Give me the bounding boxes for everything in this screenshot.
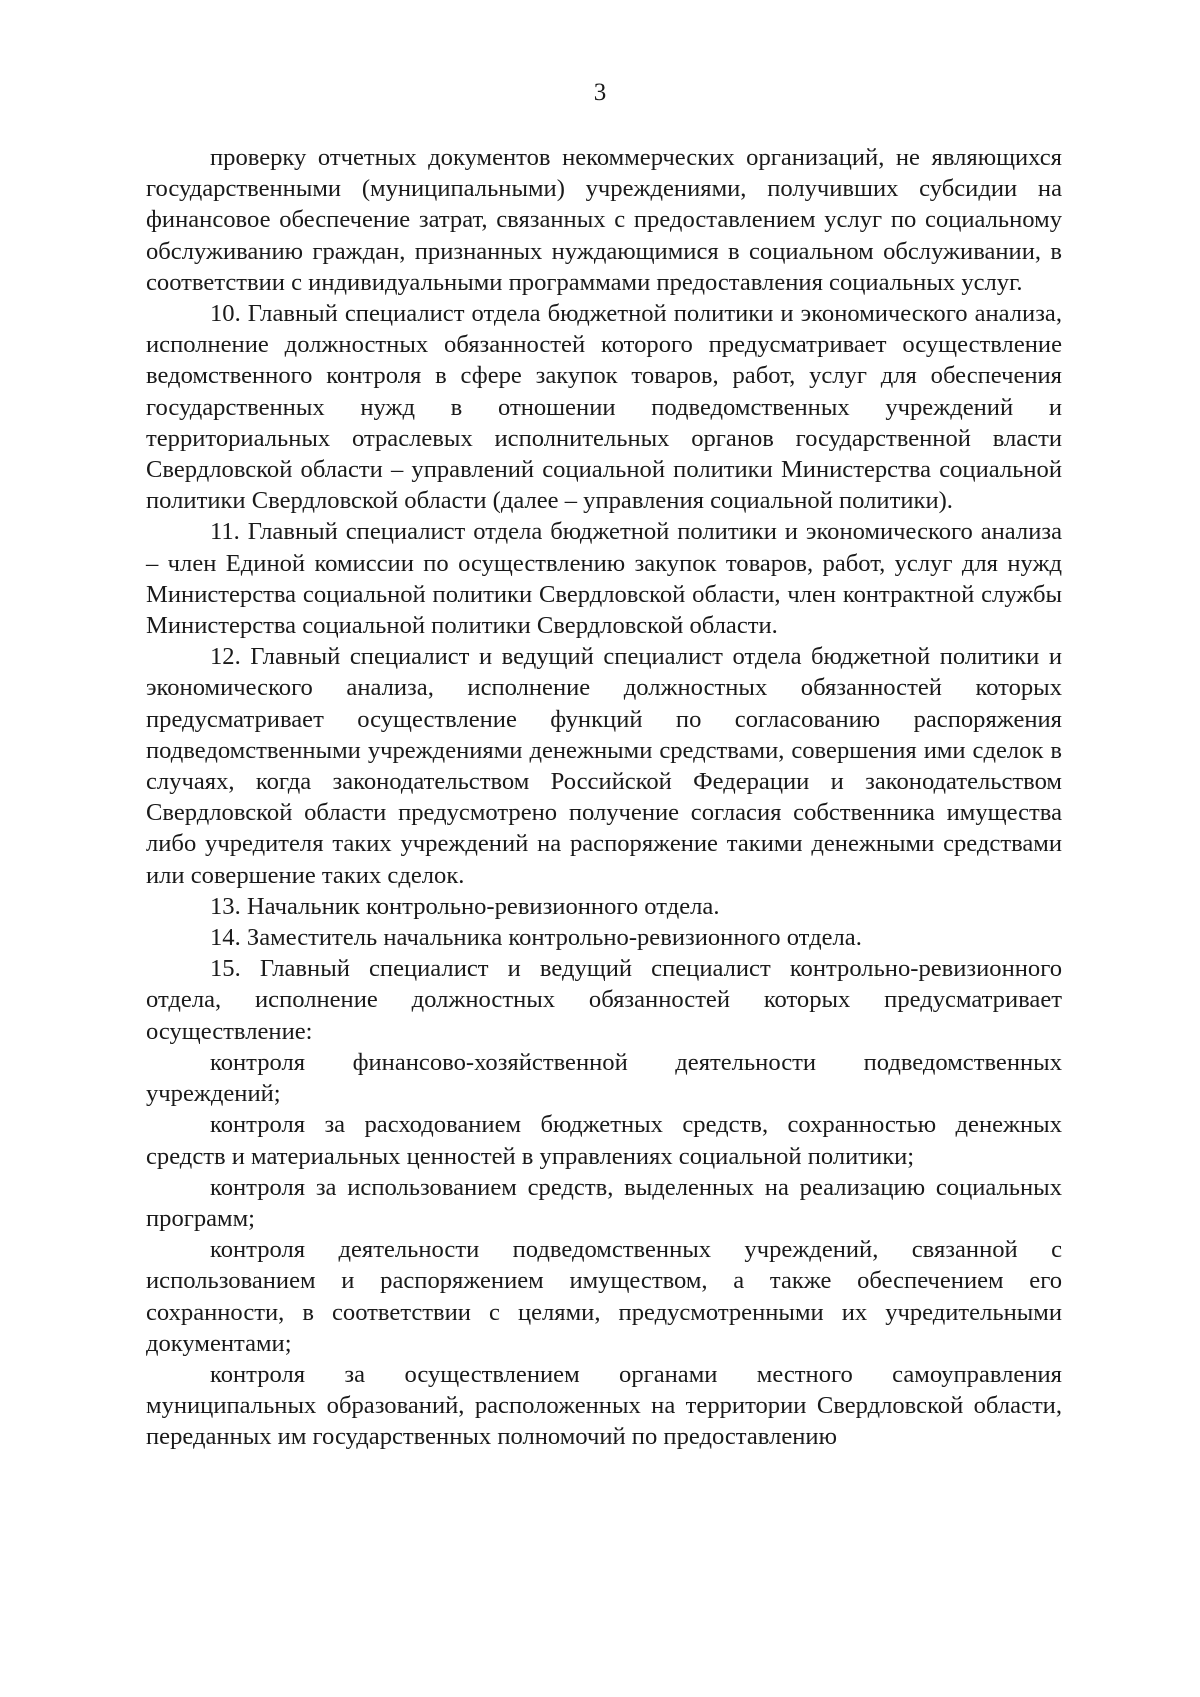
- paragraph-item-13: 13. Начальник контрольно-ревизионного отдела.: [210, 892, 720, 920]
- paragraph-item-15: 15. Главный специалист и ведущий специалист контрольно-ревизионного отдела, исполнение должностных обязанностей которых предусматривает осуществление:: [146, 955, 1062, 1045]
- paragraph-subitem-2: контроля за расходованием бюджетных средств, сохранностью денежных средств и материальных ценностей в управлениях социальной политики;: [146, 1111, 1062, 1170]
- paragraph-item-14: 14. Заместитель начальника контрольно-ревизионного отдела.: [210, 924, 862, 952]
- paragraph-item-10: 10. Главный специалист отдела бюджетной политики и экономического анализа, исполнение должностных обязанностей которого предусматривает осуществление ведомственного контроля в сфере закупок товаров, работ, услуг для обеспечения государственных нужд в отношении подведомственных учреждений и территориальных отраслевых исполнительных органов государственной власти Свердловской области – управлений социальной политики Министерства социальной политики Свердловской области (далее – управления социальной политики).: [146, 300, 1062, 515]
- paragraph-item-11: 11. Главный специалист отдела бюджетной политики и экономического анализа – член Единой комиссии по осуществлению закупок товаров, работ, услуг для нужд Министерства социальной политики Свердловской области, член контрактной службы Министерства социальной политики Свердловской области.: [146, 518, 1062, 640]
- paragraph-subitem-1: контроля финансово-хозяйственной деятельности подведомственных учреждений;: [146, 1048, 1062, 1108]
- paragraph-continuation: проверку отчетных документов некоммерческих организаций, не являющихся государственными (муниципальными) учреждениями, получивших субсидии на финансовое обеспечение затрат, связанных с предоставлением услуг по социальному обслуживанию граждан, признанных нуждающимися в социальном обслуживании, в соответствии с индивидуальными программами предоставления социальных услуг.: [146, 144, 1062, 296]
- paragraph-item-12: 12. Главный специалист и ведущий специалист отдела бюджетной политики и экономического анализа, исполнение должностных обязанностей которых предусматривает осуществление функций по согласованию распоряжения подведомственными учреждениями денежными средствами, совершения ими сделок в случаях, когда законодательством Российской Федерации и законодательством Свердловской области предусмотрено получение согласия собственника имущества либо учредителя таких учреждений на распоряжение такими денежными средствами или совершение таких сделок.: [146, 643, 1062, 889]
- page-number: 3: [593, 79, 607, 106]
- paragraph-subitem-3: контроля за использованием средств, выделенных на реализацию социальных программ;: [146, 1173, 1062, 1232]
- paragraph-subitem-4: контроля деятельности подведомственных учреждений, связанной с использованием и распоряжением имуществом, а также обеспечением его сохранности, в соответствии с целями, предусмотренными их учредительными документами;: [146, 1236, 1062, 1357]
- document-body: [146, 142, 1062, 1453]
- paragraph-subitem-5: контроля за осуществлением органами местного самоуправления муниципальных образований, расположенных на территории Свердловской области, переданных им государственных полномочий по предоставлению: [146, 1360, 1062, 1451]
